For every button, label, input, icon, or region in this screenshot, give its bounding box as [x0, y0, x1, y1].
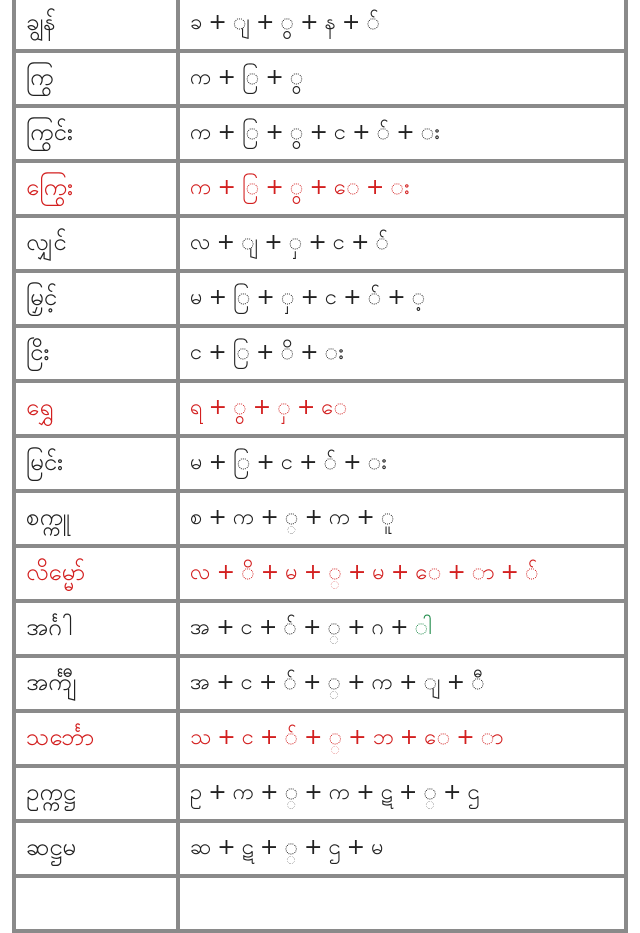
plus-sign: +	[256, 285, 275, 310]
component-token: ီ	[471, 670, 485, 695]
component-token: မ	[372, 560, 385, 585]
component-token: က	[232, 780, 255, 805]
plus-sign: +	[216, 230, 236, 255]
plus-sign: +	[217, 120, 236, 145]
table-row	[16, 823, 624, 874]
syllable-breakdown-table	[12, 0, 628, 933]
plus-sign: +	[309, 175, 328, 200]
component-token: ျ	[241, 230, 259, 255]
components-cell	[180, 493, 624, 544]
components-cell	[180, 603, 624, 654]
component-token: း	[420, 120, 440, 145]
component-token: ါ	[414, 615, 432, 640]
table-row	[16, 108, 624, 159]
component-token: း	[367, 450, 387, 475]
component-token: က	[328, 780, 351, 805]
word-cell	[16, 878, 176, 929]
plus-sign: +	[217, 725, 236, 750]
plus-sign: +	[265, 175, 284, 200]
component-token: ဘ	[372, 725, 394, 750]
component-token: က	[328, 505, 351, 530]
plus-sign: +	[304, 725, 323, 750]
component-token: င	[332, 230, 345, 255]
plus-sign: +	[252, 395, 272, 420]
components-cell	[180, 383, 624, 434]
plus-sign: +	[208, 505, 227, 530]
table-row	[16, 878, 624, 929]
plus-sign: +	[208, 340, 227, 365]
word-cell: ကြွင်း	[16, 108, 176, 159]
table-row	[16, 768, 624, 819]
component-token: ်	[367, 285, 382, 310]
plus-sign: +	[265, 120, 284, 145]
component-token: က	[190, 175, 212, 200]
component-token: ်	[524, 560, 539, 585]
component-token: င	[241, 725, 254, 750]
word-cell: ကြွေး	[16, 163, 176, 214]
plus-sign: +	[302, 670, 322, 695]
word-cell: ချွန်	[16, 0, 176, 49]
components-cell	[180, 273, 624, 324]
word-cell: စက္ကူ	[16, 493, 176, 544]
syllable-breakdown-table-wrap	[12, 0, 628, 904]
plus-sign: +	[300, 340, 319, 365]
component-token: င	[333, 120, 347, 145]
component-token: း	[324, 340, 344, 365]
plus-sign: +	[258, 670, 278, 695]
table-row	[16, 163, 624, 214]
component-token: ်	[376, 120, 391, 145]
component-token: င	[240, 615, 253, 640]
plus-sign: +	[216, 560, 236, 585]
plus-sign: +	[264, 230, 283, 255]
components-cell	[180, 108, 624, 159]
component-token: င	[240, 670, 253, 695]
word-cell: မြင်း	[16, 438, 176, 489]
component-token: ်	[366, 10, 381, 35]
plus-sign: +	[304, 835, 323, 860]
component-token: မ	[190, 450, 203, 475]
component-token: အ	[190, 615, 211, 640]
plus-sign: +	[309, 120, 328, 145]
plus-sign: +	[208, 395, 228, 420]
component-token: ္	[328, 560, 342, 585]
components-cell	[180, 438, 624, 489]
component-token: ျ	[232, 10, 250, 35]
component-token: ေ	[415, 560, 442, 585]
plus-sign: +	[216, 670, 235, 695]
plus-sign: +	[259, 835, 279, 860]
plus-sign: +	[208, 780, 227, 805]
table-body	[16, 0, 624, 929]
components-cell	[180, 823, 624, 874]
word-cell: အင်္ဂါ	[16, 603, 176, 654]
table-row	[16, 658, 624, 709]
plus-sign: +	[259, 725, 279, 750]
component-token: ေ	[321, 395, 348, 420]
component-token: င	[190, 340, 203, 365]
component-token: ြ	[232, 340, 250, 365]
component-token: ဌ	[328, 835, 341, 860]
plus-sign: +	[255, 10, 275, 35]
component-token: စ	[190, 505, 203, 530]
components-cell	[180, 163, 624, 214]
component-token: က	[190, 120, 212, 145]
component-token: ဋ	[380, 780, 393, 805]
component-token: ့	[411, 285, 426, 310]
component-token: ှ	[288, 230, 303, 255]
component-token: ်	[323, 450, 338, 475]
components-cell	[180, 768, 624, 819]
component-token: ိ	[241, 560, 255, 585]
plus-sign: +	[258, 615, 278, 640]
component-token: ခ	[190, 10, 203, 35]
component-token: ြ	[241, 65, 260, 90]
plus-sign: +	[302, 615, 322, 640]
plus-sign: +	[300, 285, 319, 310]
component-token: ဂ	[371, 615, 385, 640]
components-cell	[180, 713, 624, 764]
plus-sign: +	[447, 560, 466, 585]
component-token: ွ	[280, 10, 295, 35]
component-token: သ	[190, 725, 212, 750]
component-token: ဥ	[190, 780, 203, 805]
component-token: ်	[283, 615, 297, 640]
plus-sign: +	[399, 725, 419, 750]
component-token: ေ	[424, 725, 451, 750]
plus-sign: +	[398, 780, 418, 805]
component-token: ူ	[380, 505, 395, 530]
word-cell: အင်္ကျီ	[16, 658, 176, 709]
plus-sign: +	[217, 175, 236, 200]
components-cell	[180, 878, 624, 929]
component-token: မ	[371, 835, 384, 860]
plus-sign: +	[341, 10, 361, 35]
plus-sign: +	[304, 780, 323, 805]
plus-sign: +	[256, 340, 275, 365]
plus-sign: +	[260, 505, 279, 530]
component-token: ှ	[280, 285, 295, 310]
plus-sign: +	[348, 725, 367, 750]
plus-sign: +	[208, 10, 227, 35]
component-token: လ	[190, 230, 211, 255]
plus-sign: +	[260, 780, 279, 805]
component-token: ွ	[289, 175, 304, 200]
table-row	[16, 328, 624, 379]
table-row	[16, 383, 624, 434]
component-token: ္	[423, 780, 437, 805]
component-token: ေ	[333, 175, 360, 200]
components-cell	[180, 548, 624, 599]
plus-sign: +	[399, 670, 418, 695]
component-token: ျ	[423, 670, 441, 695]
word-cell: ကြွ	[16, 53, 176, 104]
plus-sign: +	[365, 175, 385, 200]
word-cell: မြှင့်	[16, 273, 176, 324]
word-cell: ဥက္ကဋ္ဌ	[16, 768, 176, 819]
component-token: ္	[328, 725, 343, 750]
components-cell	[180, 658, 624, 709]
component-token: ြ	[233, 285, 251, 310]
plus-sign: +	[387, 285, 406, 310]
component-token: ာ	[480, 725, 504, 750]
component-token: င	[280, 450, 294, 475]
plus-sign: +	[346, 835, 366, 860]
plus-sign: +	[343, 285, 362, 310]
table-row	[16, 548, 624, 599]
component-token: လ	[190, 560, 211, 585]
components-cell	[180, 53, 624, 104]
plus-sign: +	[300, 10, 319, 35]
plus-sign: +	[347, 670, 366, 695]
component-token: ာ	[471, 560, 495, 585]
component-token: င	[324, 285, 338, 310]
component-token: မ	[285, 560, 298, 585]
plus-sign: +	[216, 615, 235, 640]
plus-sign: +	[456, 725, 475, 750]
component-token: ္	[327, 615, 342, 640]
table-row	[16, 713, 624, 764]
plus-sign: +	[208, 450, 228, 475]
component-token: ်	[284, 725, 299, 750]
component-token: း	[390, 175, 410, 200]
plus-sign: +	[208, 285, 228, 310]
word-cell: လျှင်	[16, 218, 176, 269]
plus-sign: +	[308, 230, 327, 255]
component-token: ဌ	[467, 780, 480, 805]
component-token: ္	[284, 835, 299, 860]
word-cell: ရွှေ	[16, 383, 176, 434]
plus-sign: +	[390, 615, 409, 640]
plus-sign: +	[265, 65, 284, 90]
component-token: အ	[190, 670, 211, 695]
component-token: ြ	[241, 175, 260, 200]
component-token: ဋ	[241, 835, 254, 860]
table-row	[16, 0, 624, 49]
plus-sign: +	[356, 505, 375, 530]
plus-sign: +	[396, 120, 415, 145]
component-token: ်	[283, 670, 297, 695]
word-cell: သင်္ဘော	[16, 713, 176, 764]
components-cell	[180, 218, 624, 269]
component-token: ြ	[233, 450, 251, 475]
table-row	[16, 493, 624, 544]
plus-sign: +	[347, 615, 366, 640]
plus-sign: +	[500, 560, 519, 585]
component-token: ိ	[280, 340, 295, 365]
component-token: ရ	[190, 395, 203, 420]
component-token: ွ	[289, 120, 304, 145]
table-row	[16, 273, 624, 324]
plus-sign: +	[446, 670, 466, 695]
plus-sign: +	[343, 450, 362, 475]
word-cell: ငြိး	[16, 328, 176, 379]
plus-sign: +	[350, 230, 370, 255]
table-row	[16, 603, 624, 654]
component-token: က	[232, 505, 255, 530]
component-token: မ	[190, 285, 203, 310]
component-token: ဆ	[190, 835, 212, 860]
component-token: ြ	[241, 120, 260, 145]
component-token: ္	[284, 505, 299, 530]
plus-sign: +	[217, 65, 236, 90]
word-cell: လိမ္မော်	[16, 548, 176, 599]
plus-sign: +	[217, 835, 236, 860]
word-cell: ဆဋ္ဌမ	[16, 823, 176, 874]
table-row	[16, 53, 624, 104]
plus-sign: +	[304, 505, 323, 530]
plus-sign: +	[443, 780, 462, 805]
plus-sign: +	[390, 560, 410, 585]
component-token: ္	[327, 670, 342, 695]
component-token: ွ	[289, 65, 304, 90]
component-token: န	[324, 10, 336, 35]
component-token: က	[190, 65, 212, 90]
component-token: ှ	[277, 395, 291, 420]
component-token: က	[371, 670, 394, 695]
plus-sign: +	[299, 450, 318, 475]
plus-sign: +	[260, 560, 280, 585]
plus-sign: +	[352, 120, 371, 145]
plus-sign: +	[303, 560, 323, 585]
component-token: ်	[375, 230, 390, 255]
components-cell	[180, 328, 624, 379]
plus-sign: +	[347, 560, 367, 585]
component-token: ္	[284, 780, 299, 805]
plus-sign: +	[356, 780, 375, 805]
plus-sign: +	[296, 395, 316, 420]
components-cell	[180, 0, 624, 49]
table-row	[16, 438, 624, 489]
plus-sign: +	[256, 450, 275, 475]
table-row	[16, 218, 624, 269]
component-token: ွ	[233, 395, 247, 420]
